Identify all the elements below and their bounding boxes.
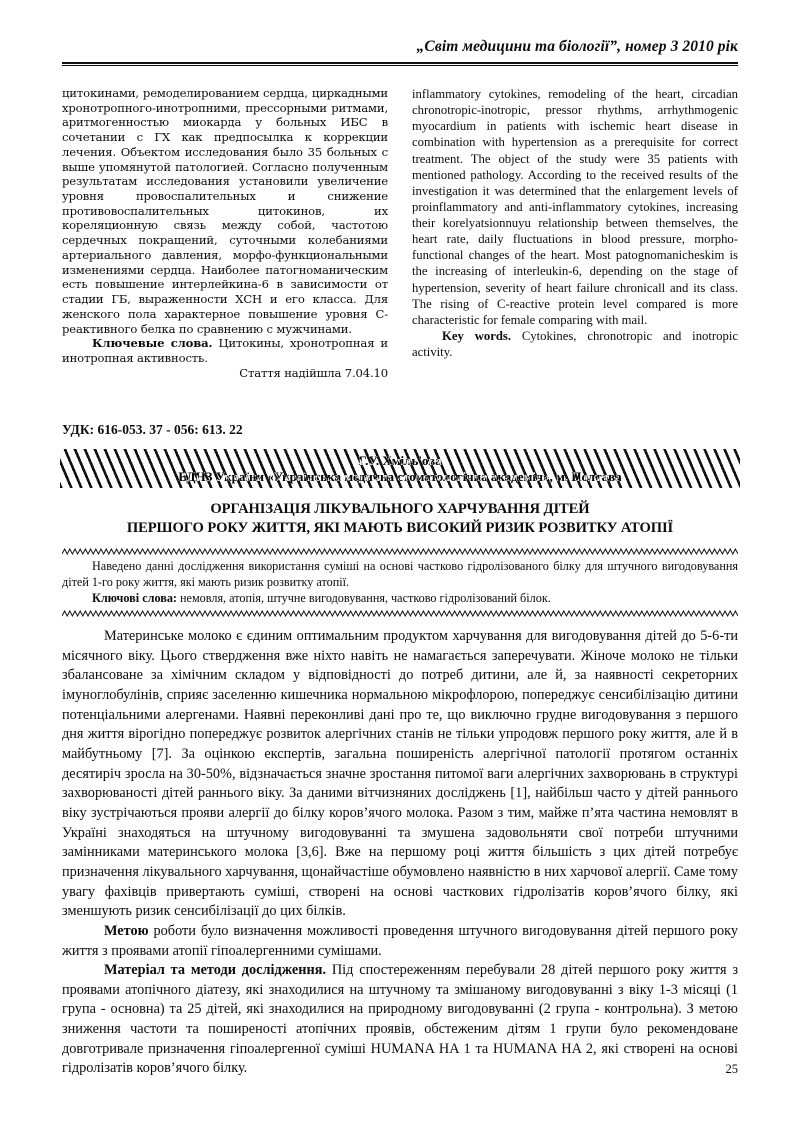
running-header xyxy=(62,38,738,55)
abstract-ua-keywords xyxy=(62,591,738,607)
body-paragraph-2-label: Метою xyxy=(104,922,149,939)
abstract-en-keywords-text: Cytokines, chronotropic and inotropic activity. xyxy=(412,328,738,359)
abstract-ru-keywords-text: Цитокины, хронотропная и инотропная активность. xyxy=(62,336,388,365)
article-title xyxy=(62,500,738,538)
abstract-ru-keywords xyxy=(62,336,388,365)
abstract-ru-keywords-label: Ключевые слова. xyxy=(92,336,213,351)
abstract-ua-keywords-label: Ключові слова: xyxy=(92,590,177,605)
author-affiliation-text xyxy=(60,449,740,488)
header-rule xyxy=(62,62,738,66)
article-title-line-2: ПЕРШОГО РОКУ ЖИТТЯ, ЯКІ МАЮТЬ ВИСОКИЙ РИЗИК РОЗВИТКУ АТОПІЇ xyxy=(126,519,674,536)
wavy-rule-bottom-icon xyxy=(62,610,738,617)
submission-date: Стаття надійшла 7.04.10 xyxy=(239,365,388,380)
abstract-column-english xyxy=(412,86,738,380)
body-paragraph-3-label: Матеріал та методи дослідження. xyxy=(104,962,327,979)
abstract-en-keywords xyxy=(412,328,738,360)
author-affiliation-band xyxy=(60,449,740,488)
wavy-rule-top-icon xyxy=(62,548,738,555)
body-paragraph-1: Материнське молоко є єдиним оптимальним продуктом харчування для вигодовування дітей до 5-6-ти місячного віку. Цього ствердження вже ніхто навіть не намагається заперечувати. Жіноче молоко не тільки збалансоване за хімічним складом у відповідності до потреб дитини, але й, за наявності секреторних імуноглобулінів, сприяє заселенню кишечника нормальною мікрофлорою, попереджує сенсибілізацію дитини потенціальними алергенами. Наявні переконливі дані про те, що виключно грудне вигодовування з першого дня життя вірогідно попереджує розвиток алергічних станів не тільки упродовж першого року життя, але й в майбутньому [7]. За оцінкою експертів, загальна поширеність алергічної патології протягом останніх десятиріч зросла на 30-50%, відзначається значне зростання питомої ваги алергічних захворювань в структурі захворюваності дітей раннього віку. За даними вітчизняних досліджень [1], найбільш часто у дітей раннього віку зустрічаються прояви алергії до білку коров’ячого молока. Разом з тим, майже п’ята частина немовлят в Україні знаходяться на штучному вигодовуванні та змушена задовольняти свої потреби штучними замінниками материнського молока [3,6]. Вже на першому році життя більшість з цих дітей потребує призначення лікувального харчування, щонайчастіше обумовлено наявністю в них харчової алергії. Саме тому увагу фахівців привертають суміші, створені на основі часткових гідролізатів коров’ячого білку, які зменшують ризик сенсибілізації до цих білків. xyxy=(62,628,738,920)
body-paragraph-3-text: Під спостереженням перебували 28 дітей першого року життя з проявами атопічного діатезу, які знаходилися на штучному та змішаному вигодовуванні з віку 1-3 місяці (1 група - основна) та 25 дітей, які знаходилися на природному вигодовуванні (2 група - контрольна). З метою зниження частоти та поширеності атопічних проявів, обстеженим дітям 1 групи було рекомендоване довготривале призначення гіпоалергенної суміші HUMANA HA 1 та HUMANA HA 2, які створені на основі гідролізатів коров’ячого білку. xyxy=(62,962,738,1077)
article-body xyxy=(62,627,738,1079)
abstract-ru-body: цитокинами, ремоделированием сердца, циркадными хронотропного-инотропними, прессорными ритмами, аритмогенностью миокарда у больных ИБС в сочетании с ГХ как предпосылка к коррекции лечения. Объектом исследования было 35 больных с выше упомянутой патологией. Согласно полученным результатам исследования установили увеличение уровня провоспалительных и снижение противовоспалительных цитокинов, их кореляционную связь между собой, частотою сердечных покращений, суточными колебаниями артериального давления, морфо-функциональными изменениями сердца. Наиболее патогноманическим есть повышение интерлейкина-6 в зависимости от стадии ГБ, выраженности ХСН и его класса. Для женского пола характерное повышение уровня С-реактивного белка по сравнению с мужчинами. xyxy=(62,86,388,336)
abstract-ua-keywords-text: немовля, атопія, штучне вигодовування, частково гідролізований білок. xyxy=(176,590,551,605)
ukrainian-abstract-block xyxy=(62,548,738,617)
abstract-column-russian xyxy=(62,86,388,380)
running-header-title: „Світ медицини та біології”, номер 3 2010 рік xyxy=(416,38,738,55)
abstract-ua-body: Наведено данні дослідження використання суміші на основі частково гідролізованого білку для штучного вигодовування дітей 1-го року життя, які мають ризик розвитку атопії. xyxy=(62,559,738,589)
article-authors: Г.У. Хміль'ова xyxy=(358,452,442,468)
page-number: 25 xyxy=(725,1062,738,1076)
abstract-en-keywords-label: Key words. xyxy=(442,328,511,343)
udc-code: УДК: 616-053. 37 - 056: 613. 22 xyxy=(62,422,243,437)
body-paragraph-2-text: роботи було визначення можливості проведення штучного вигодовування дітей першого року життя з проявами атопії гіпоалергенними сумішами. xyxy=(62,922,738,959)
body-paragraph-2 xyxy=(62,922,738,961)
abstract-en-body: inflammatory cytokines, remodeling of the heart, circadian chronotropic-inotropic, pressor rhythms, arrhythmogenic myocardium in patients with ischemic heart disease in combination with hypertension as a prerequisite for correct treatment. The object of the study were 35 patients with mentioned pathology. According to the received results of the investigation it was determined that the enlargement levels of proinflammatory and anti-inflammatory cytokines, increasing their korelyatsionnuyu relationship between themselves, the heart rate, daily fluctuations in blood pressure, morpho-functional changes of the heart. Most patognomanicheskim is the increasing of interleukin-6, depending on the stage of hypertension, severity of heart failure chronicall and its class. The rising of C-reactive protein level compared is more characteristic for female comparing with mail. xyxy=(412,87,738,327)
article-affiliation: ВДНЗ України «Українська медична стоматологічна академія», м. Полтава xyxy=(178,468,622,484)
bilingual-abstract-columns xyxy=(62,86,738,380)
article-title-line-1: ОРГАНІЗАЦІЯ ЛІКУВАЛЬНОГО ХАРЧУВАННЯ ДІТЕЙ xyxy=(210,501,590,517)
